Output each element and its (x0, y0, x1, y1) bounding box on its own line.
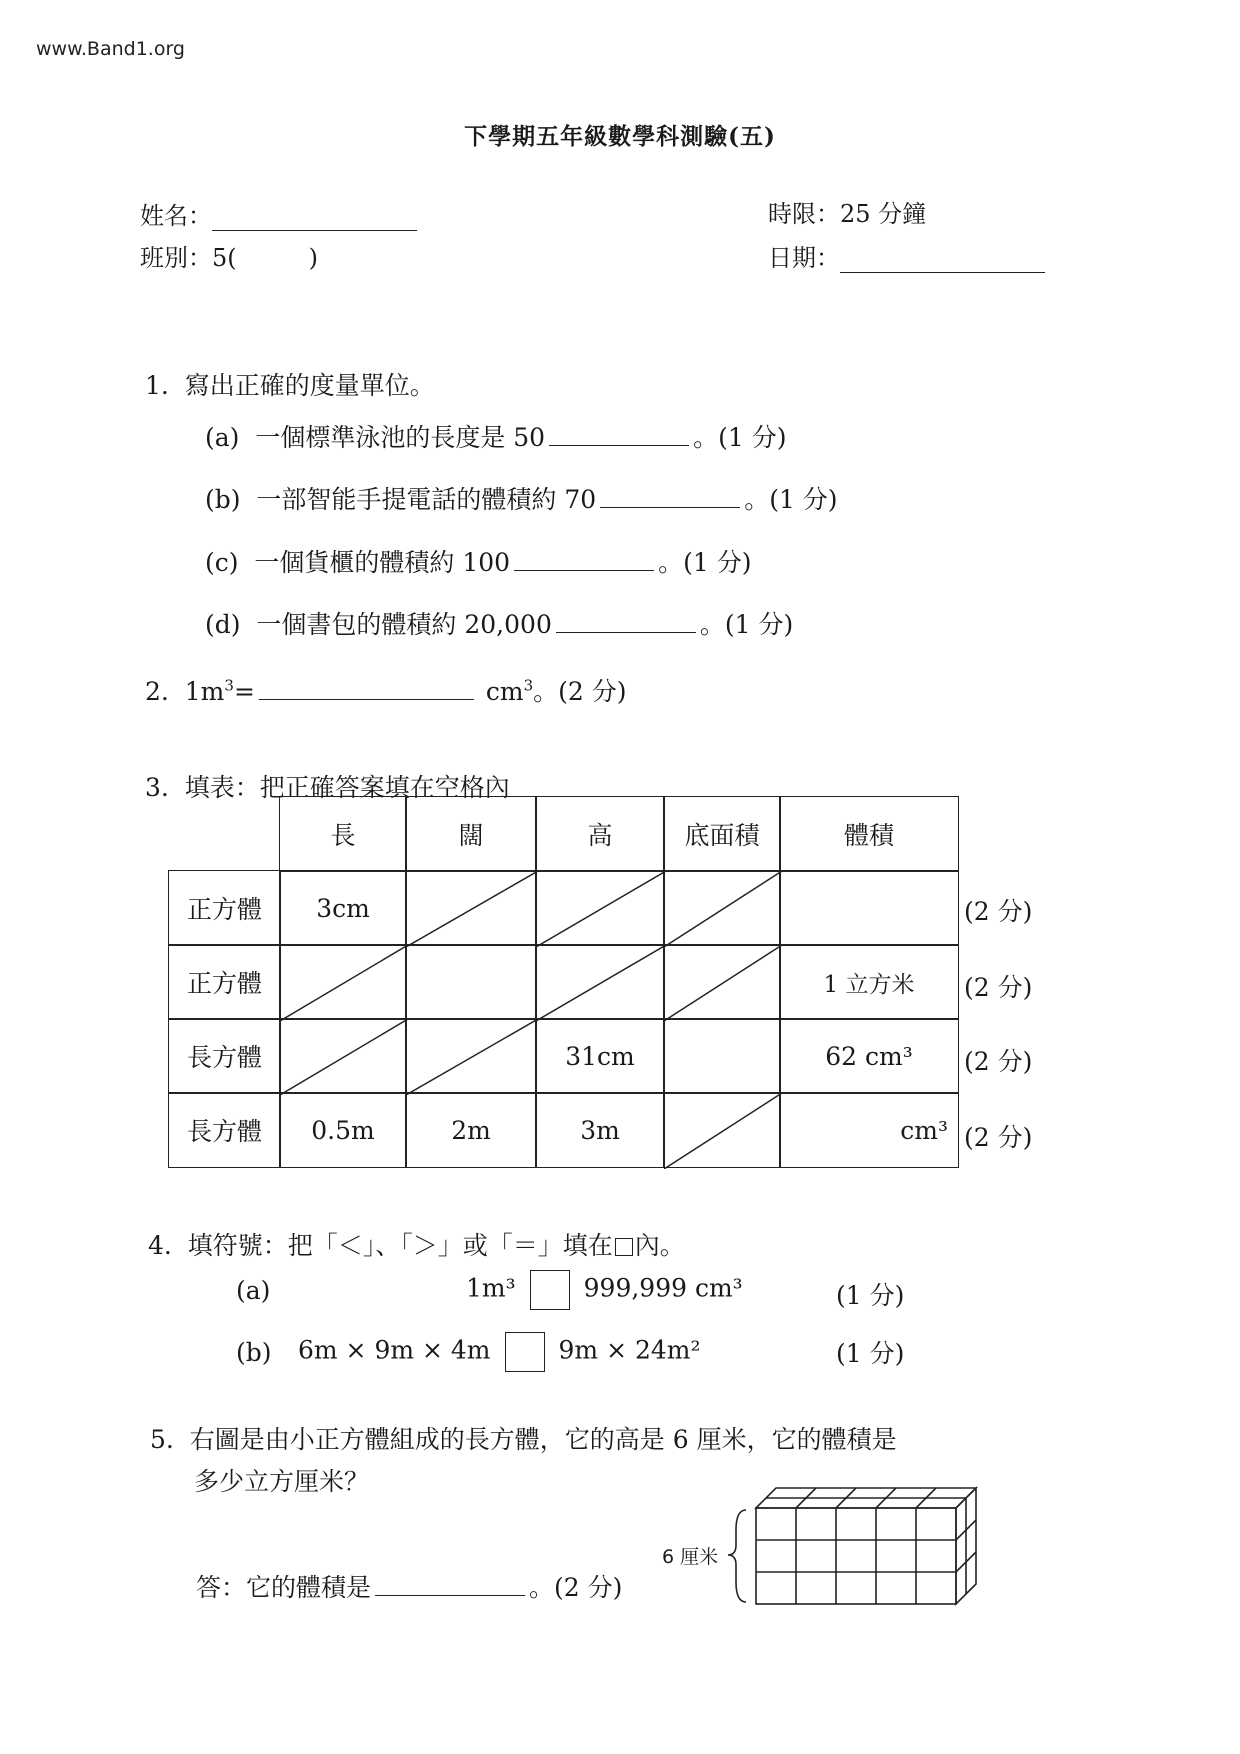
r2-score: (2 分) (964, 973, 1033, 1002)
r3-base-answer[interactable] (663, 1018, 781, 1094)
cuboid-figure (726, 1470, 996, 1620)
q1-number: 1. (145, 371, 169, 400)
diagonal-slash (406, 1019, 538, 1095)
q1a-text: 一個標準泳池的長度是 50 (255, 423, 546, 452)
q1a-answer[interactable] (549, 423, 689, 446)
q1c-label: (c) (205, 548, 239, 577)
name-label: 姓名： (140, 202, 212, 230)
class-value: 5( (212, 244, 237, 272)
date-field[interactable] (840, 272, 1045, 273)
watermark: www.Band1.org (36, 38, 185, 60)
table-header-base-area: 底面積 (663, 796, 781, 872)
q4b-score: (1 分) (836, 1339, 905, 1368)
class-label: 班別： (140, 244, 212, 272)
r2-volume: 1 立方米 (779, 944, 959, 1020)
time-value: 25 分鐘 (840, 200, 927, 228)
q1-prompt (145, 366, 435, 402)
q4a-right: 999,999 cm³ (583, 1273, 743, 1303)
q1-item-b (205, 480, 838, 516)
diagonal-slash (406, 871, 538, 947)
date-row (768, 238, 1045, 273)
q1b-label: (b) (205, 485, 241, 514)
q2-score: 。(2 分) (533, 677, 627, 706)
table-header-width: 闊 (405, 796, 537, 872)
diagonal-slash (664, 945, 782, 1021)
class-row (140, 238, 318, 273)
square-icon (615, 1238, 633, 1256)
r4-volume-answer[interactable] (779, 1092, 959, 1168)
q4b-left: 6m × 9m × 4m (298, 1335, 491, 1365)
r1-score: (2 分) (964, 897, 1033, 926)
q4-item-a (466, 1270, 743, 1310)
time-row (768, 194, 926, 229)
q4-text-b: 內。 (634, 1231, 685, 1260)
r4-score: (2 分) (964, 1123, 1033, 1152)
table-row-1-shape: 正方體 (168, 870, 281, 946)
q4b-right: 9m × 24m² (558, 1335, 701, 1365)
q1b-score: 。(1 分) (744, 485, 838, 514)
q3-text: 填表：把正確答案填在空格內 (184, 773, 510, 802)
q1c-text: 一個貨櫃的體積約 100 (254, 548, 511, 577)
diagonal-slash (664, 1093, 782, 1169)
q5-prompt-line1 (150, 1420, 897, 1456)
q5-answer[interactable] (375, 1573, 525, 1596)
r3-volume: 62 cm³ (779, 1018, 959, 1094)
q2-eq: = (233, 677, 255, 706)
r1-height-crossed (535, 870, 665, 946)
name-field[interactable] (212, 230, 417, 231)
diagonal-slash (280, 945, 408, 1021)
table-row-2-shape: 正方體 (168, 944, 281, 1020)
r4-length: 0.5m (279, 1092, 407, 1168)
table-header-height: 高 (535, 796, 665, 872)
q5-number: 5. (150, 1425, 174, 1454)
r2-base-crossed (663, 944, 781, 1020)
r1-volume-answer[interactable] (779, 870, 959, 946)
q1d-answer[interactable] (556, 610, 696, 633)
q1c-answer[interactable] (514, 548, 654, 571)
q5-score: 。(2 分) (529, 1573, 623, 1602)
q4a-score: (1 分) (836, 1281, 905, 1310)
brace-icon (728, 1510, 746, 1602)
q5-answer-prefix: 答：它的體積是 (196, 1573, 372, 1602)
q1-text: 寫出正確的度量單位。 (184, 371, 435, 400)
time-label: 時限： (768, 200, 840, 228)
q1c-score: 。(1 分) (658, 548, 752, 577)
r4-volume-unit: cm³ (900, 1115, 948, 1145)
figure-height-label: 6 厘米 (662, 1546, 719, 1568)
q2-unit-sup: 3 (523, 676, 534, 695)
q1-item-c (205, 543, 751, 579)
r3-length-crossed (279, 1018, 407, 1094)
table-row-4-shape: 長方體 (168, 1092, 281, 1168)
r2-length-crossed (279, 944, 407, 1020)
r1-length: 3cm (279, 870, 407, 946)
q2-number: 2. (145, 677, 169, 706)
class-close: ) (308, 244, 319, 272)
r2-height-crossed (535, 944, 665, 1020)
q4-prompt (148, 1226, 685, 1262)
q1d-text: 一個書包的體積約 20,000 (256, 610, 552, 639)
q4a-label: (a) (236, 1276, 271, 1305)
table-header-length: 長 (279, 796, 407, 872)
r4-height: 3m (535, 1092, 665, 1168)
diagonal-slash (536, 871, 666, 947)
q1b-text: 一部智能手提電話的體積約 70 (256, 485, 597, 514)
q1-item-d (205, 605, 793, 641)
q4b-label: (b) (236, 1338, 272, 1367)
q4a-left: 1m³ (466, 1273, 516, 1303)
r3-score: (2 分) (964, 1047, 1033, 1076)
diagonal-slash (664, 871, 782, 947)
q4a-answer-box[interactable] (530, 1270, 570, 1310)
q5-answer-row (196, 1568, 622, 1604)
date-label: 日期： (768, 244, 840, 272)
r4-width: 2m (405, 1092, 537, 1168)
diagonal-slash (280, 1019, 408, 1095)
r3-width-crossed (405, 1018, 537, 1094)
cuboid-front-face (756, 1508, 956, 1604)
r1-base-crossed (663, 870, 781, 946)
r3-height: 31cm (535, 1018, 665, 1094)
q5-text-1: 右圖是由小正方體組成的長方體，它的高是 6 厘米，它的體積是 (189, 1425, 897, 1454)
q3-number: 3. (145, 773, 169, 802)
q4-number: 4. (148, 1231, 172, 1260)
q4-text-a: 填符號：把「＜」、「＞」或「＝」填在 (187, 1231, 613, 1260)
q1d-score: 。(1 分) (699, 610, 794, 639)
q4-item-b (298, 1332, 701, 1372)
page-title: 下學期五年級數學科測驗(五) (464, 123, 776, 150)
r1-width-crossed (405, 870, 537, 946)
q1-item-a (205, 418, 786, 454)
q1a-score: 。(1 分) (693, 423, 787, 452)
diagonal-slash (536, 945, 666, 1021)
r4-base-crossed (663, 1092, 781, 1168)
q1d-label: (d) (205, 610, 241, 639)
q2-lhs-sup: 3 (224, 676, 234, 695)
table-header-volume: 體積 (779, 796, 959, 872)
r2-width-answer[interactable] (405, 944, 537, 1020)
q4b-answer-box[interactable] (505, 1332, 545, 1372)
q2-unit: cm (485, 677, 524, 706)
q1a-label: (a) (205, 423, 240, 452)
q1b-answer[interactable] (600, 485, 740, 508)
table-row-3-shape: 長方體 (168, 1018, 281, 1094)
q2 (145, 672, 626, 708)
q5-prompt-line2: 多少立方厘米？ (194, 1467, 370, 1496)
name-row (140, 196, 417, 231)
q2-lhs: 1m (184, 677, 225, 706)
q2-answer[interactable] (259, 677, 474, 700)
